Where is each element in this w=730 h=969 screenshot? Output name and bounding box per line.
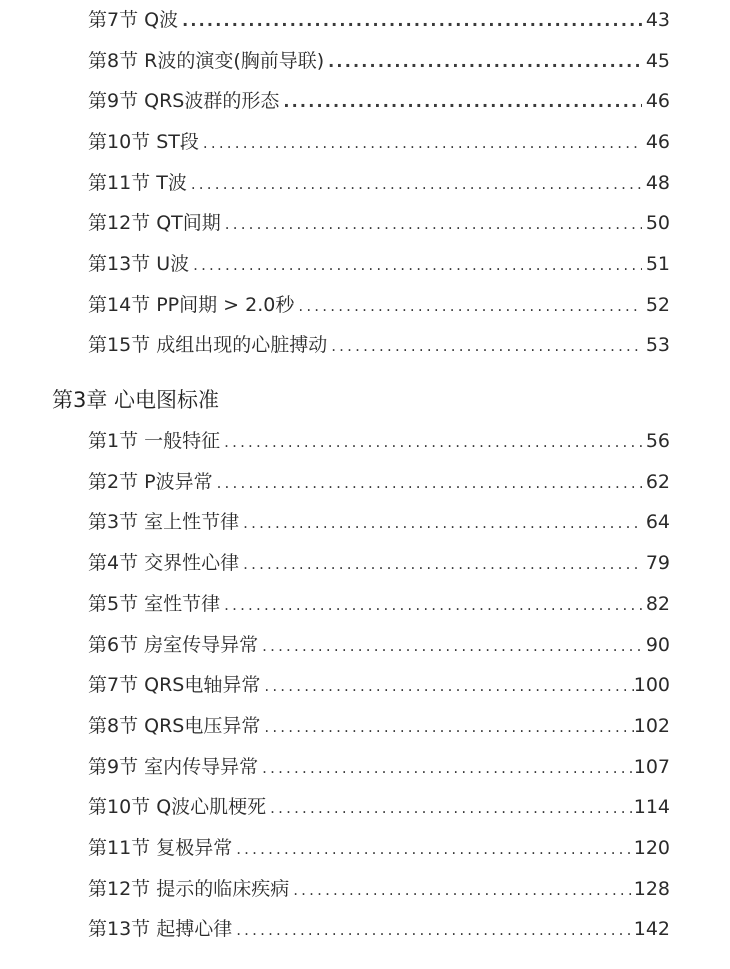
toc-entry-label: 第15节 成组出现的心脏搏动 xyxy=(88,334,328,356)
toc-entry-label: 第11节 T波 xyxy=(88,172,187,194)
toc-entry-page: 120 xyxy=(633,837,670,859)
toc-entry-label: 第6节 房室传导异常 xyxy=(88,634,259,656)
toc-entry-label: 第8节 R波的演变(胸前导联) xyxy=(88,50,325,72)
toc-entry-page: 114 xyxy=(633,796,670,818)
dot-leader xyxy=(264,712,633,742)
toc-entry-label: 第7节 Q波 xyxy=(88,9,179,31)
dot-leader xyxy=(270,793,634,823)
dot-leader xyxy=(298,291,642,321)
toc-entry-label: 第7节 QRS电轴异常 xyxy=(88,674,261,696)
toc-entry-page: 90 xyxy=(645,634,670,656)
toc-entry[interactable] xyxy=(88,208,670,238)
dot-leader xyxy=(225,209,642,239)
toc-entry[interactable] xyxy=(88,168,670,198)
toc-entry-label: 第14节 PP间期 > 2.0秒 xyxy=(88,294,295,316)
toc-entry-label: 第4节 交界性心律 xyxy=(88,552,240,574)
toc-entry-page: 107 xyxy=(633,756,670,778)
toc-entry-page: 43 xyxy=(645,9,670,31)
dot-leader xyxy=(236,834,634,864)
dot-leader xyxy=(243,549,642,579)
toc-entry-label: 第10节 ST段 xyxy=(88,131,199,153)
toc-entry[interactable] xyxy=(88,548,670,578)
toc-entry[interactable] xyxy=(88,86,670,116)
toc-entry-page: 48 xyxy=(645,172,670,194)
toc-entry[interactable] xyxy=(88,5,670,35)
toc-entry-page: 56 xyxy=(645,430,670,452)
dot-leader xyxy=(191,169,642,199)
toc-entry[interactable] xyxy=(88,589,670,619)
toc-entry-page: 52 xyxy=(645,294,670,316)
toc-entry[interactable] xyxy=(88,670,670,700)
toc-entry[interactable] xyxy=(88,467,670,497)
dot-leader xyxy=(262,753,634,783)
toc-entry-label: 第13节 起搏心律 xyxy=(88,918,233,940)
dot-leader xyxy=(182,6,642,36)
toc-entry-page: 100 xyxy=(633,674,670,696)
toc-entry[interactable] xyxy=(88,290,670,320)
toc-entry-page: 62 xyxy=(645,471,670,493)
toc-entry[interactable] xyxy=(88,711,670,741)
toc-entry-page: 142 xyxy=(633,918,670,940)
toc-entry-page: 82 xyxy=(645,593,670,615)
dot-leader xyxy=(264,671,633,701)
dot-leader xyxy=(193,250,642,280)
toc-entry-page: 46 xyxy=(645,131,670,153)
toc-entry-page: 53 xyxy=(645,334,670,356)
toc-entry-label: 第13节 U波 xyxy=(88,253,190,275)
dot-leader xyxy=(217,468,642,498)
toc-entry[interactable] xyxy=(88,752,670,782)
toc-entry-label: 第11节 复极异常 xyxy=(88,837,233,859)
toc-entry-label: 第8节 QRS电压异常 xyxy=(88,715,261,737)
toc-entry[interactable] xyxy=(88,330,670,360)
toc-entry-label: 第12节 QT间期 xyxy=(88,212,221,234)
toc-entry-label: 第10节 Q波心肌梗死 xyxy=(88,796,267,818)
toc-entry-page: 45 xyxy=(645,50,670,72)
toc-entry[interactable] xyxy=(88,792,670,822)
toc-entry-label: 第1节 一般特征 xyxy=(88,430,221,452)
toc-entry[interactable] xyxy=(88,833,670,863)
chapter-heading[interactable]: 第3章 心电图标准 xyxy=(52,388,220,412)
toc-entry[interactable] xyxy=(88,46,670,76)
dot-leader xyxy=(328,47,642,77)
toc-entry-page: 102 xyxy=(633,715,670,737)
dot-leader xyxy=(236,915,634,945)
toc-entry-page: 79 xyxy=(645,552,670,574)
toc-entry[interactable] xyxy=(88,507,670,537)
toc-entry[interactable] xyxy=(88,127,670,157)
toc-entry-page: 64 xyxy=(645,511,670,533)
toc-entry[interactable] xyxy=(88,426,670,456)
toc-entry-page: 128 xyxy=(633,878,670,900)
toc-entry-label: 第9节 QRS波群的形态 xyxy=(88,90,280,112)
dot-leader xyxy=(331,331,642,361)
dot-leader xyxy=(203,128,642,158)
toc-entry[interactable] xyxy=(88,914,670,944)
toc-entry[interactable] xyxy=(88,249,670,279)
dot-leader xyxy=(224,427,642,457)
toc-entry-page: 46 xyxy=(645,90,670,112)
dot-leader xyxy=(293,875,634,905)
toc-entry-label: 第3节 室上性节律 xyxy=(88,511,240,533)
toc-entry[interactable] xyxy=(88,630,670,660)
toc-entry-label: 第12节 提示的临床疾病 xyxy=(88,878,290,900)
toc-entry-label: 第5节 室性节律 xyxy=(88,593,221,615)
dot-leader xyxy=(243,508,642,538)
toc-entry[interactable] xyxy=(88,874,670,904)
toc-entry-label: 第2节 P波异常 xyxy=(88,471,213,493)
dot-leader xyxy=(283,87,642,117)
toc-entry-label: 第9节 室内传导异常 xyxy=(88,756,259,778)
toc-entry-page: 51 xyxy=(645,253,670,275)
dot-leader xyxy=(262,631,642,661)
dot-leader xyxy=(224,590,642,620)
toc-entry-page: 50 xyxy=(645,212,670,234)
